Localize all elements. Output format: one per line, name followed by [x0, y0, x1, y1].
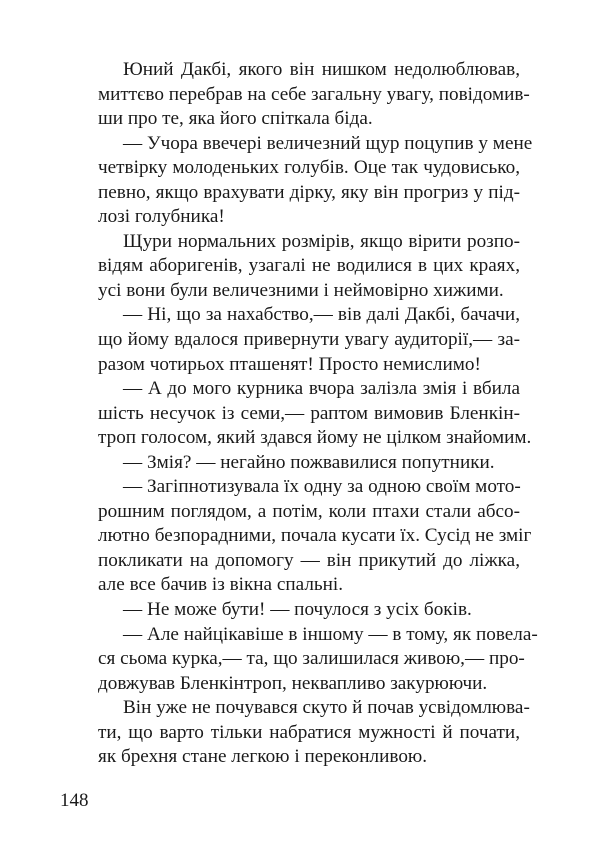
- paragraph: [98, 451, 520, 476]
- text-line: лютно безпорадними, почала кусати їх. Сусід не зміг: [98, 525, 532, 547]
- paragraph: [98, 58, 530, 132]
- paragraph: [98, 696, 530, 770]
- text-line: Він уже не почувався скуто й почав усвідомлюва-: [123, 697, 530, 719]
- paragraph: [98, 598, 520, 623]
- paragraph: [98, 377, 532, 451]
- text-line: Щури нормальних розмірів, якщо вірити розпо-: [123, 230, 520, 252]
- text-line: покликати на допомогу — він прикутий до ліжка,: [98, 549, 520, 571]
- text-line: ся сьома курка,— та, що залишилася живою,— про-: [98, 648, 525, 670]
- text-line: — Не може бути! — почулося з усіх боків.: [123, 599, 472, 621]
- text-line: як брехня стане легкою і переконливою.: [98, 746, 428, 768]
- page-body: [98, 58, 538, 770]
- text-line: Юний Дакбі, якого він нишком недолюблював,: [123, 59, 520, 80]
- text-line: троп голосом, який здався йому не цілком знайомим.: [98, 427, 532, 449]
- paragraph: [98, 303, 520, 377]
- text-line: шість несучок із семи,— раптом вимовив Бленкін-: [98, 402, 520, 424]
- page-number: 148: [60, 790, 89, 811]
- paragraph: [98, 623, 538, 697]
- text-line: разом чотирьох пташенят! Просто немислимо!: [98, 353, 481, 375]
- text-line: — Змія? — негайно пожвавилися попутники.: [123, 451, 495, 473]
- text-line: але все бачив із вікна спальні.: [98, 574, 344, 596]
- paragraph: [98, 475, 532, 598]
- text-line: — Учора ввечері величезний щур поцупив у мене: [123, 132, 533, 154]
- text-line: миттєво перебрав на себе загальну увагу, повідомив-: [98, 83, 530, 105]
- text-line: лозі голубника!: [98, 206, 225, 228]
- text-line: рошним поглядом, а потім, коли птахи стали абсо-: [98, 500, 520, 522]
- text-line: — Загіпнотизувала їх одну за одною своїм мото-: [123, 476, 521, 498]
- text-line: ши про те, яка його спіткала біда.: [98, 108, 373, 130]
- text-line: — Ні, що за нахабство,— вів далі Дакбі, бачачи,: [123, 304, 520, 326]
- text-line: усі вони були величезними і неймовірно хижими.: [98, 279, 504, 301]
- text-line: певно, якщо врахувати дірку, яку він прогриз у під-: [98, 181, 520, 203]
- text-line: — А до мого курника вчора залізла змія і вбила: [123, 378, 520, 400]
- text-line: довжував Бленкінтроп, неквапливо закурюючи.: [98, 672, 488, 694]
- paragraph: [98, 132, 533, 230]
- text-line: відям аборигенів, узагалі не водилися в цих краях,: [98, 255, 520, 277]
- text-line: ти, що варто тільки набратися мужності й почати,: [98, 721, 520, 743]
- text-line: що йому вдалося привернути увагу аудиторії,— за-: [98, 329, 520, 351]
- text-line: четвірку молоденьких голубів. Оце так чудовисько,: [98, 157, 520, 179]
- text-line: — Але найцікавіше в іншому — в тому, як повела-: [123, 623, 538, 645]
- paragraph: [98, 230, 520, 304]
